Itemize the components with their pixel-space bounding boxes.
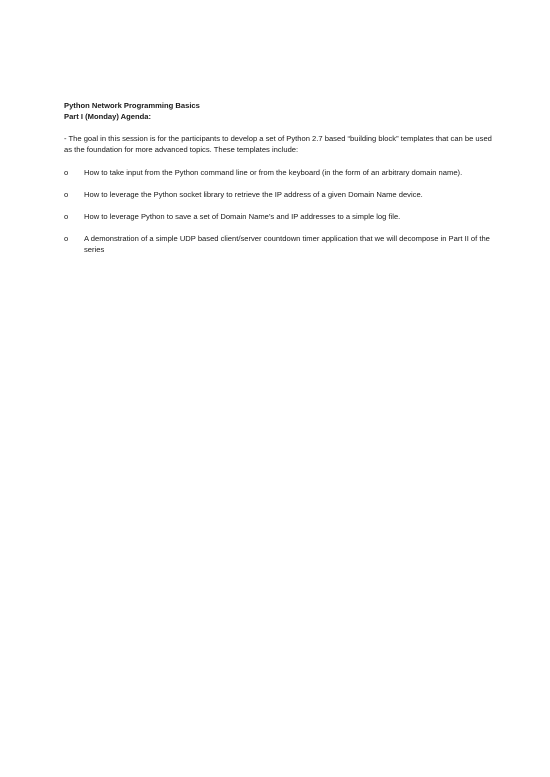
document-subheading: Part I (Monday) Agenda:	[64, 112, 152, 121]
agenda-item	[64, 189, 494, 200]
intro-paragraph: - The goal in this session is for the participants to develop a set of Python 2.7 based “building block” templates that can be used as the foundation for more advanced topics. These templates include:	[64, 134, 492, 154]
agenda-item-text: How to leverage Python to save a set of Domain Name’s and IP addresses to a simple log file.	[84, 212, 401, 221]
agenda-item-text: How to take input from the Python command line or from the keyboard (in the form of an arbitrary domain name).	[84, 168, 463, 177]
agenda-item	[64, 233, 494, 255]
bullet-circle-icon: o	[64, 212, 69, 221]
agenda-item-text: A demonstration of a simple UDP based client/server countdown timer application that we will decompose in Part II of the series	[84, 234, 490, 254]
document-body	[64, 100, 494, 266]
agenda-item	[64, 167, 494, 178]
agenda-item-text: How to leverage the Python socket library to retrieve the IP address of a given Domain Name device.	[84, 190, 423, 199]
bullet-circle-icon: o	[64, 190, 69, 199]
document-heading: Python Network Programming Basics	[64, 101, 200, 110]
agenda-list	[64, 167, 494, 255]
bullet-circle-icon: o	[64, 234, 69, 243]
bullet-circle-icon: o	[64, 168, 69, 177]
agenda-item	[64, 211, 494, 222]
